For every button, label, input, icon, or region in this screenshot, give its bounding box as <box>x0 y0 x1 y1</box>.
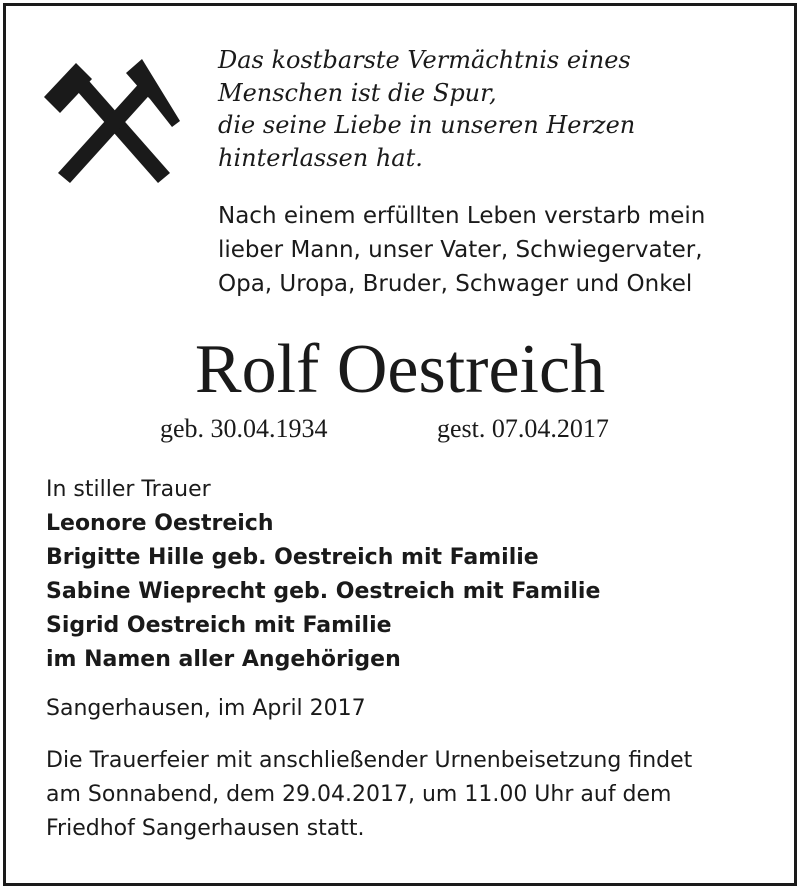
mourner-name: Sigrid Oestreich mit Familie <box>46 613 392 638</box>
mourner-name: im Namen aller Angehörigen <box>46 647 401 672</box>
mourner-name: Leonore Oestreich <box>46 511 274 536</box>
death-announcement <box>218 199 778 301</box>
mourner-name: Brigitte Hille geb. Oestreich mit Familie <box>46 545 539 570</box>
mourning-lead: In stiller Trauer <box>46 477 211 502</box>
funeral-service-info <box>46 744 786 846</box>
mourner-name: Sabine Wieprecht geb. Oestreich mit Familie <box>46 579 601 604</box>
quote-line: Menschen ist die Spur, <box>218 78 497 107</box>
memorial-quote <box>218 44 778 174</box>
death-date: gest. 07.04.2017 <box>437 414 609 443</box>
place-and-date: Sangerhausen, im April 2017 <box>46 696 366 721</box>
announcement-line: Opa, Uropa, Bruder, Schwager und Onkel <box>218 271 693 297</box>
announcement-line: lieber Mann, unser Vater, Schwiegervater, <box>218 237 703 263</box>
deceased-name: Rolf Oestreich <box>194 331 606 408</box>
hammer-and-pick-icon <box>40 55 185 185</box>
service-line: Friedhof Sangerhausen statt. <box>46 816 365 841</box>
announcement-line: Nach einem erfüllten Leben verstarb mein <box>218 203 706 229</box>
quote-line: die seine Liebe in unseren Herzen <box>218 111 636 139</box>
birth-date: geb. 30.04.1934 <box>160 414 328 443</box>
mourners-list <box>46 473 786 677</box>
quote-line: hinterlassen hat. <box>218 143 423 172</box>
service-line: am Sonnabend, dem 29.04.2017, um 11.00 Uhr auf dem <box>46 782 672 807</box>
service-line: Die Trauerfeier mit anschließender Urnenbeisetzung findet <box>46 748 693 773</box>
quote-line: Das kostbarste Vermächtnis eines <box>218 46 631 74</box>
